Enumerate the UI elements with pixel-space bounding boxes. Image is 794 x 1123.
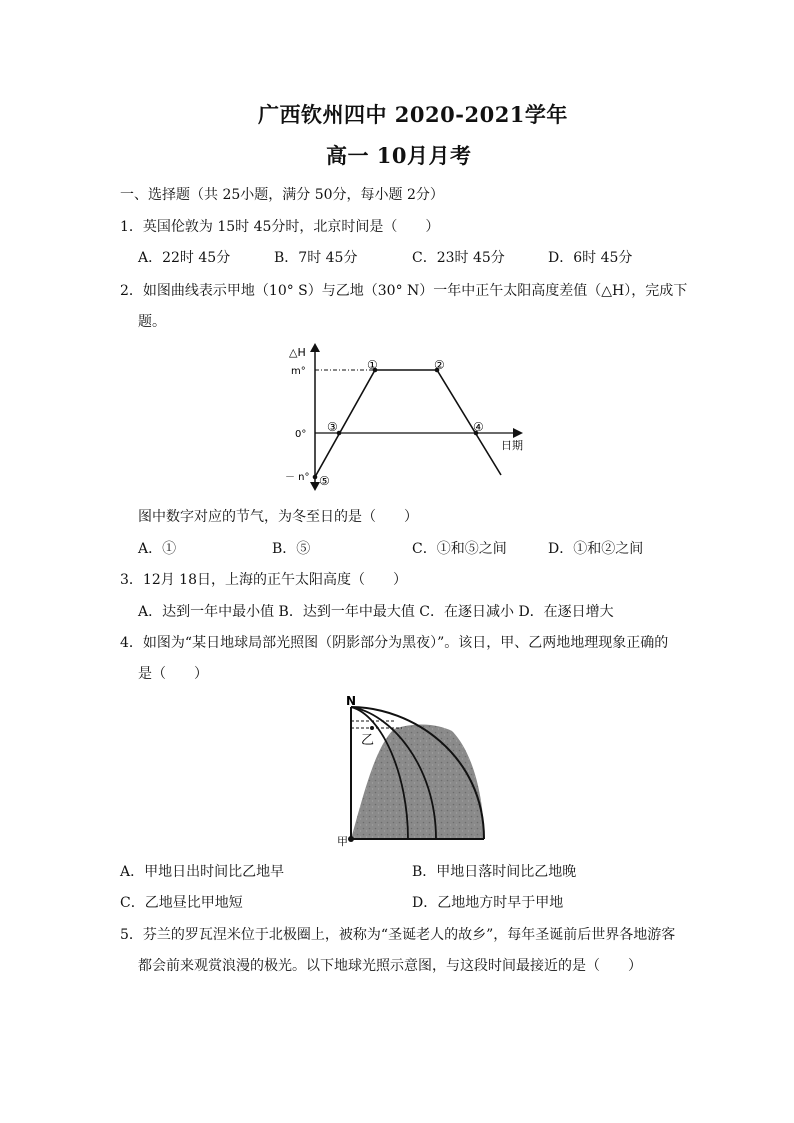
label-jia: 甲 (337, 835, 348, 847)
q1-option-a[interactable]: A．22时 45分 (138, 250, 231, 266)
y-axis-label: △H (289, 346, 306, 359)
q4-option-b[interactable]: B．甲地日落时间比乙地晚 (412, 864, 577, 880)
point-5 (313, 475, 318, 480)
solar-altitude-difference-graph (283, 343, 533, 491)
marker-3-label: ③ (327, 420, 338, 434)
marker-1-label: ① (367, 358, 378, 372)
tick-m-label: m° (291, 366, 306, 377)
question-5-stem-line1: 5．芬兰的罗瓦涅米位于北极圈上，被称为“圣诞老人的故乡”，每年圣诞前后世界各地游客 (120, 927, 676, 943)
point-yi (370, 726, 374, 730)
marker-5-label: ⑤ (319, 474, 330, 488)
q4-option-a[interactable]: A．甲地日出时间比乙地早 (120, 864, 285, 880)
q1-option-b[interactable]: B．7时 45分 (274, 250, 358, 266)
q2-option-d[interactable]: D．①和②之间 (548, 541, 644, 557)
q1-option-c[interactable]: C．23时 45分 (412, 250, 505, 266)
question-4-stem-line1: 4．如图为“某日地球局部光照图（阴影部分为黑夜）”。该日，甲、乙两地地理现象正确的 (120, 635, 669, 651)
section-heading: 一、选择题（共 25小题，满分 50分，每小题 2分） (120, 187, 444, 203)
tick-n-label: － n° (285, 472, 310, 483)
question-2-stem-line2: 题。 (138, 314, 166, 330)
label-yi: 乙 (361, 733, 375, 748)
q3-options[interactable]: A．达到一年中最小值 B．达到一年中最大值 C．在逐日减小 D．在逐日增大 (138, 604, 614, 620)
marker-4-label: ④ (473, 420, 484, 434)
exam-title: 广西钦州四中 2020-2021学年 (258, 102, 568, 127)
question-4-stem-line2: 是（ ） (138, 666, 208, 682)
question-5-stem-line2: 都会前来观赏浪漫的极光。以下地球光照示意图，与这段时间最接近的是（ ） (138, 958, 642, 974)
q1-option-d[interactable]: D．6时 45分 (548, 250, 633, 266)
question-2-sub: 图中数字对应的节气，为冬至日的是（ ） (138, 509, 418, 525)
x-axis-arrow (513, 428, 523, 438)
q4-option-c[interactable]: C．乙地昼比甲地短 (120, 895, 243, 911)
marker-2-label: ② (434, 358, 445, 372)
exam-subtitle: 高一 10月月考 (326, 143, 472, 168)
label-n: N (346, 695, 357, 708)
x-axis-label: 日期 (501, 439, 523, 452)
q2-option-b[interactable]: B．⑤ (272, 541, 311, 557)
y-axis-arrow-up (310, 343, 320, 352)
earth-illumination-figure (332, 695, 492, 847)
point-jia (348, 836, 354, 842)
question-3-stem: 3．12月 18日，上海的正午太阳高度（ ） (120, 572, 407, 588)
q2-option-a[interactable]: A．① (138, 541, 177, 557)
tick-0-label: 0° (295, 429, 307, 440)
question-2-stem-line1: 2．如图曲线表示甲地（10° S）与乙地（30° N）一年中正午太阳高度差值（△H），完成下 (120, 283, 688, 299)
q2-option-c[interactable]: C．①和⑤之间 (412, 541, 507, 557)
q4-option-d[interactable]: D．乙地地方时早于甲地 (412, 895, 564, 911)
question-1-stem: 1．英国伦敦为 15时 45分时，北京时间是（ ） (120, 219, 440, 235)
